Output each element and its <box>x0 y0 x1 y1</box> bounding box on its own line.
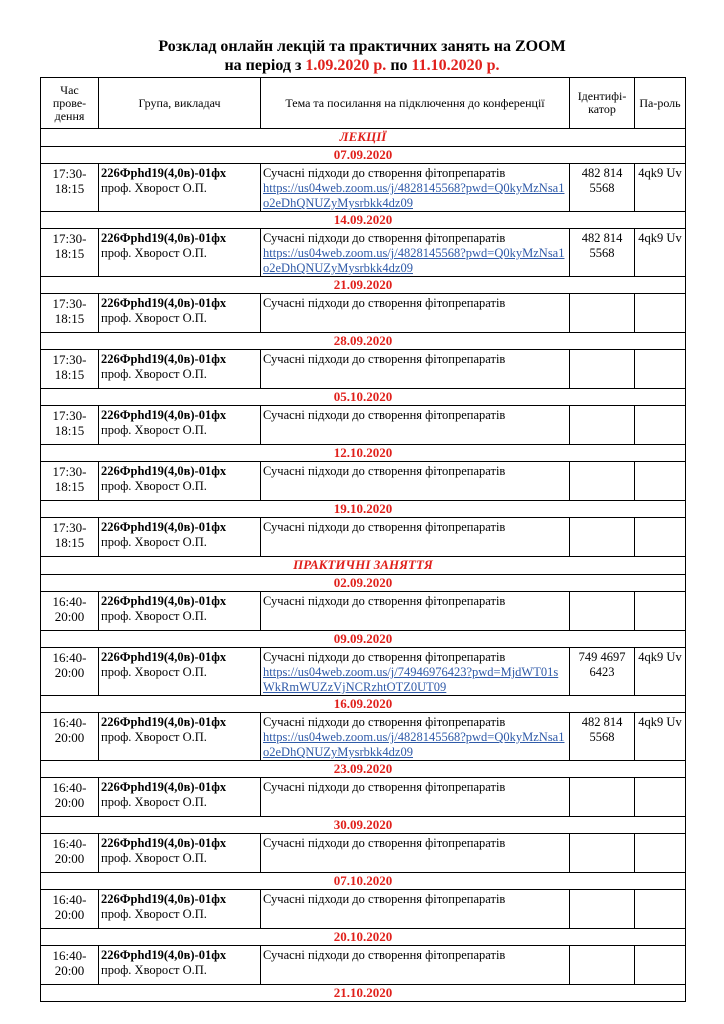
zoom-link[interactable]: https://us04web.zoom.us/j/74946976423?pwd=MjdWT01sWkRmWUZzVjNCRzhtOTZ0UT09 <box>263 665 559 694</box>
time-cell: 16:40-20:00 <box>41 648 99 696</box>
table-row <box>41 592 686 631</box>
ident-cell <box>570 834 635 873</box>
teacher-name: проф. Хворост О.П. <box>101 246 207 260</box>
date-label: 09.09.2020 <box>41 631 686 648</box>
date-label: 07.09.2020 <box>41 147 686 164</box>
date-label: 21.10.2020 <box>41 985 686 1002</box>
group-code: 226Фphd19(4,0в)-01фх <box>101 231 227 245</box>
col-header-topic: Тема та посилання на підключення до конференції <box>261 78 570 129</box>
period-prefix: на період з <box>224 57 306 74</box>
section-title: ПРАКТИЧНІ ЗАНЯТТЯ <box>41 557 686 575</box>
ident-cell: 482 814 5568 <box>570 164 635 212</box>
ident-cell <box>570 778 635 817</box>
table-row <box>41 294 686 333</box>
topic-text: Сучасні підходи до створення фітопрепаратів <box>263 715 506 729</box>
date-row <box>41 873 686 890</box>
topic-cell <box>261 406 570 445</box>
topic-cell <box>261 648 570 696</box>
zoom-link[interactable]: https://us04web.zoom.us/j/4828145568?pwd=Q0kyMzNsa1o2eDhQNUZyMysrbkk4dz09 <box>263 181 565 210</box>
time-cell: 17:30-18:15 <box>41 229 99 277</box>
ident-cell <box>570 350 635 389</box>
date-row <box>41 445 686 462</box>
topic-cell <box>261 462 570 501</box>
date-row <box>41 501 686 518</box>
topic-cell <box>261 946 570 985</box>
period-mid: по <box>386 57 412 74</box>
password-cell <box>635 834 686 873</box>
topic-text: Сучасні підходи до створення фітопрепаратів <box>263 296 506 310</box>
ident-cell <box>570 518 635 557</box>
group-cell <box>99 294 261 333</box>
teacher-name: проф. Хворост О.П. <box>101 535 207 549</box>
teacher-name: проф. Хворост О.П. <box>101 479 207 493</box>
ident-cell <box>570 946 635 985</box>
date-label: 14.09.2020 <box>41 212 686 229</box>
date-label: 30.09.2020 <box>41 817 686 834</box>
password-cell <box>635 592 686 631</box>
topic-text: Сучасні підходи до створення фітопрепаратів <box>263 836 506 850</box>
topic-cell <box>261 592 570 631</box>
teacher-name: проф. Хворост О.П. <box>101 795 207 809</box>
teacher-name: проф. Хворост О.П. <box>101 730 207 744</box>
date-row <box>41 147 686 164</box>
time-cell: 16:40-20:00 <box>41 778 99 817</box>
table-row <box>41 713 686 761</box>
col-header-ident: Ідентифі-катор <box>570 78 635 129</box>
group-code: 226Фphd19(4,0в)-01фх <box>101 836 227 850</box>
group-code: 226Фphd19(4,0в)-01фх <box>101 166 227 180</box>
topic-cell <box>261 890 570 929</box>
period-date-from: 1.09.2020 р. <box>305 57 387 74</box>
schedule-table <box>40 77 686 1002</box>
password-cell <box>635 350 686 389</box>
group-cell <box>99 946 261 985</box>
table-row <box>41 350 686 389</box>
password-cell <box>635 462 686 501</box>
group-code: 226Фphd19(4,0в)-01фх <box>101 650 227 664</box>
topic-text: Сучасні підходи до створення фітопрепаратів <box>263 408 506 422</box>
password-cell <box>635 294 686 333</box>
password-cell <box>635 946 686 985</box>
group-code: 226Фphd19(4,0в)-01фх <box>101 408 227 422</box>
group-cell <box>99 518 261 557</box>
password-cell: 4qk9 Uv <box>635 713 686 761</box>
date-label: 19.10.2020 <box>41 501 686 518</box>
section-row <box>41 129 686 147</box>
group-code: 226Фphd19(4,0в)-01фх <box>101 352 227 366</box>
group-cell <box>99 648 261 696</box>
password-cell: 4qk9 Uv <box>635 164 686 212</box>
date-row <box>41 696 686 713</box>
password-cell <box>635 778 686 817</box>
topic-text: Сучасні підходи до створення фітопрепаратів <box>263 948 506 962</box>
zoom-link[interactable]: https://us04web.zoom.us/j/4828145568?pwd=Q0kyMzNsa1o2eDhQNUZyMysrbkk4dz09 <box>263 246 565 275</box>
topic-text: Сучасні підходи до створення фітопрепаратів <box>263 892 506 906</box>
date-row <box>41 389 686 406</box>
table-row <box>41 229 686 277</box>
section-title: ЛЕКЦІЇ <box>41 129 686 147</box>
time-cell: 16:40-20:00 <box>41 890 99 929</box>
group-cell <box>99 164 261 212</box>
group-code: 226Фphd19(4,0в)-01фх <box>101 594 227 608</box>
col-header-group: Група, викладач <box>99 78 261 129</box>
ident-cell <box>570 462 635 501</box>
table-row <box>41 406 686 445</box>
topic-cell <box>261 518 570 557</box>
password-cell: 4qk9 Uv <box>635 648 686 696</box>
topic-cell <box>261 164 570 212</box>
topic-cell <box>261 229 570 277</box>
topic-text: Сучасні підходи до створення фітопрепаратів <box>263 594 506 608</box>
ident-cell: 749 4697 6423 <box>570 648 635 696</box>
date-label: 20.10.2020 <box>41 929 686 946</box>
group-cell <box>99 834 261 873</box>
date-row <box>41 277 686 294</box>
topic-text: Сучасні підходи до створення фітопрепаратів <box>263 520 506 534</box>
group-code: 226Фphd19(4,0в)-01фх <box>101 296 227 310</box>
header-row <box>41 78 686 129</box>
date-label: 16.09.2020 <box>41 696 686 713</box>
period-date-to: 11.10.2020 р. <box>411 57 500 74</box>
teacher-name: проф. Хворост О.П. <box>101 851 207 865</box>
date-row <box>41 212 686 229</box>
teacher-name: проф. Хворост О.П. <box>101 665 207 679</box>
table-row <box>41 946 686 985</box>
group-cell <box>99 350 261 389</box>
group-cell <box>99 406 261 445</box>
group-cell <box>99 778 261 817</box>
date-label: 28.09.2020 <box>41 333 686 350</box>
table-row <box>41 778 686 817</box>
topic-text: Сучасні підходи до створення фітопрепаратів <box>263 166 506 180</box>
group-code: 226Фphd19(4,0в)-01фх <box>101 948 227 962</box>
topic-text: Сучасні підходи до створення фітопрепаратів <box>263 650 506 664</box>
topic-cell <box>261 834 570 873</box>
password-cell <box>635 518 686 557</box>
teacher-name: проф. Хворост О.П. <box>101 367 207 381</box>
ident-cell <box>570 592 635 631</box>
time-cell: 16:40-20:00 <box>41 713 99 761</box>
ident-cell <box>570 294 635 333</box>
group-code: 226Фphd19(4,0в)-01фх <box>101 892 227 906</box>
ident-cell <box>570 890 635 929</box>
time-cell: 17:30-18:15 <box>41 406 99 445</box>
teacher-name: проф. Хворост О.П. <box>101 907 207 921</box>
time-cell: 17:30-18:15 <box>41 350 99 389</box>
topic-cell <box>261 778 570 817</box>
table-row <box>41 890 686 929</box>
date-label: 21.09.2020 <box>41 277 686 294</box>
teacher-name: проф. Хворост О.П. <box>101 311 207 325</box>
date-row <box>41 817 686 834</box>
time-cell: 17:30-18:15 <box>41 294 99 333</box>
topic-cell <box>261 350 570 389</box>
table-row <box>41 648 686 696</box>
col-header-time: Час прове-дення <box>41 78 99 129</box>
topic-text: Сучасні підходи до створення фітопрепаратів <box>263 780 506 794</box>
group-code: 226Фphd19(4,0в)-01фх <box>101 715 227 729</box>
date-row <box>41 761 686 778</box>
date-row <box>41 631 686 648</box>
topic-text: Сучасні підходи до створення фітопрепаратів <box>263 352 506 366</box>
password-cell <box>635 890 686 929</box>
group-cell <box>99 713 261 761</box>
time-cell: 17:30-18:15 <box>41 462 99 501</box>
page-title: Розклад онлайн лекцій та практичних занять на ZOOM <box>158 38 566 55</box>
group-code: 226Фphd19(4,0в)-01фх <box>101 780 227 794</box>
teacher-name: проф. Хворост О.П. <box>101 963 207 977</box>
table-row <box>41 164 686 212</box>
section-row <box>41 557 686 575</box>
group-cell <box>99 229 261 277</box>
password-cell: 4qk9 Uv <box>635 229 686 277</box>
schedule-body <box>41 129 686 1002</box>
group-cell <box>99 890 261 929</box>
table-row <box>41 834 686 873</box>
topic-cell <box>261 294 570 333</box>
group-cell <box>99 592 261 631</box>
date-row <box>41 929 686 946</box>
topic-text: Сучасні підходи до створення фітопрепаратів <box>263 464 506 478</box>
topic-cell <box>261 713 570 761</box>
date-label: 07.10.2020 <box>41 873 686 890</box>
period-line <box>0 56 724 75</box>
group-code: 226Фphd19(4,0в)-01фх <box>101 464 227 478</box>
teacher-name: проф. Хворост О.П. <box>101 609 207 623</box>
teacher-name: проф. Хворост О.П. <box>101 181 207 195</box>
teacher-name: проф. Хворост О.П. <box>101 423 207 437</box>
time-cell: 16:40-20:00 <box>41 946 99 985</box>
date-label: 12.10.2020 <box>41 445 686 462</box>
ident-cell <box>570 406 635 445</box>
time-cell: 16:40-20:00 <box>41 592 99 631</box>
table-row <box>41 518 686 557</box>
table-row <box>41 462 686 501</box>
group-code: 226Фphd19(4,0в)-01фх <box>101 520 227 534</box>
time-cell: 17:30-18:15 <box>41 518 99 557</box>
col-header-password: Па-роль <box>635 78 686 129</box>
zoom-link[interactable]: https://us04web.zoom.us/j/4828145568?pwd=Q0kyMzNsa1o2eDhQNUZyMysrbkk4dz09 <box>263 730 565 759</box>
date-label: 23.09.2020 <box>41 761 686 778</box>
date-row <box>41 575 686 592</box>
time-cell: 16:40-20:00 <box>41 834 99 873</box>
ident-cell: 482 814 5568 <box>570 229 635 277</box>
time-cell: 17:30-18:15 <box>41 164 99 212</box>
password-cell <box>635 406 686 445</box>
date-row <box>41 333 686 350</box>
group-cell <box>99 462 261 501</box>
ident-cell: 482 814 5568 <box>570 713 635 761</box>
date-label: 05.10.2020 <box>41 389 686 406</box>
date-row <box>41 985 686 1002</box>
date-label: 02.09.2020 <box>41 575 686 592</box>
topic-text: Сучасні підходи до створення фітопрепаратів <box>263 231 506 245</box>
